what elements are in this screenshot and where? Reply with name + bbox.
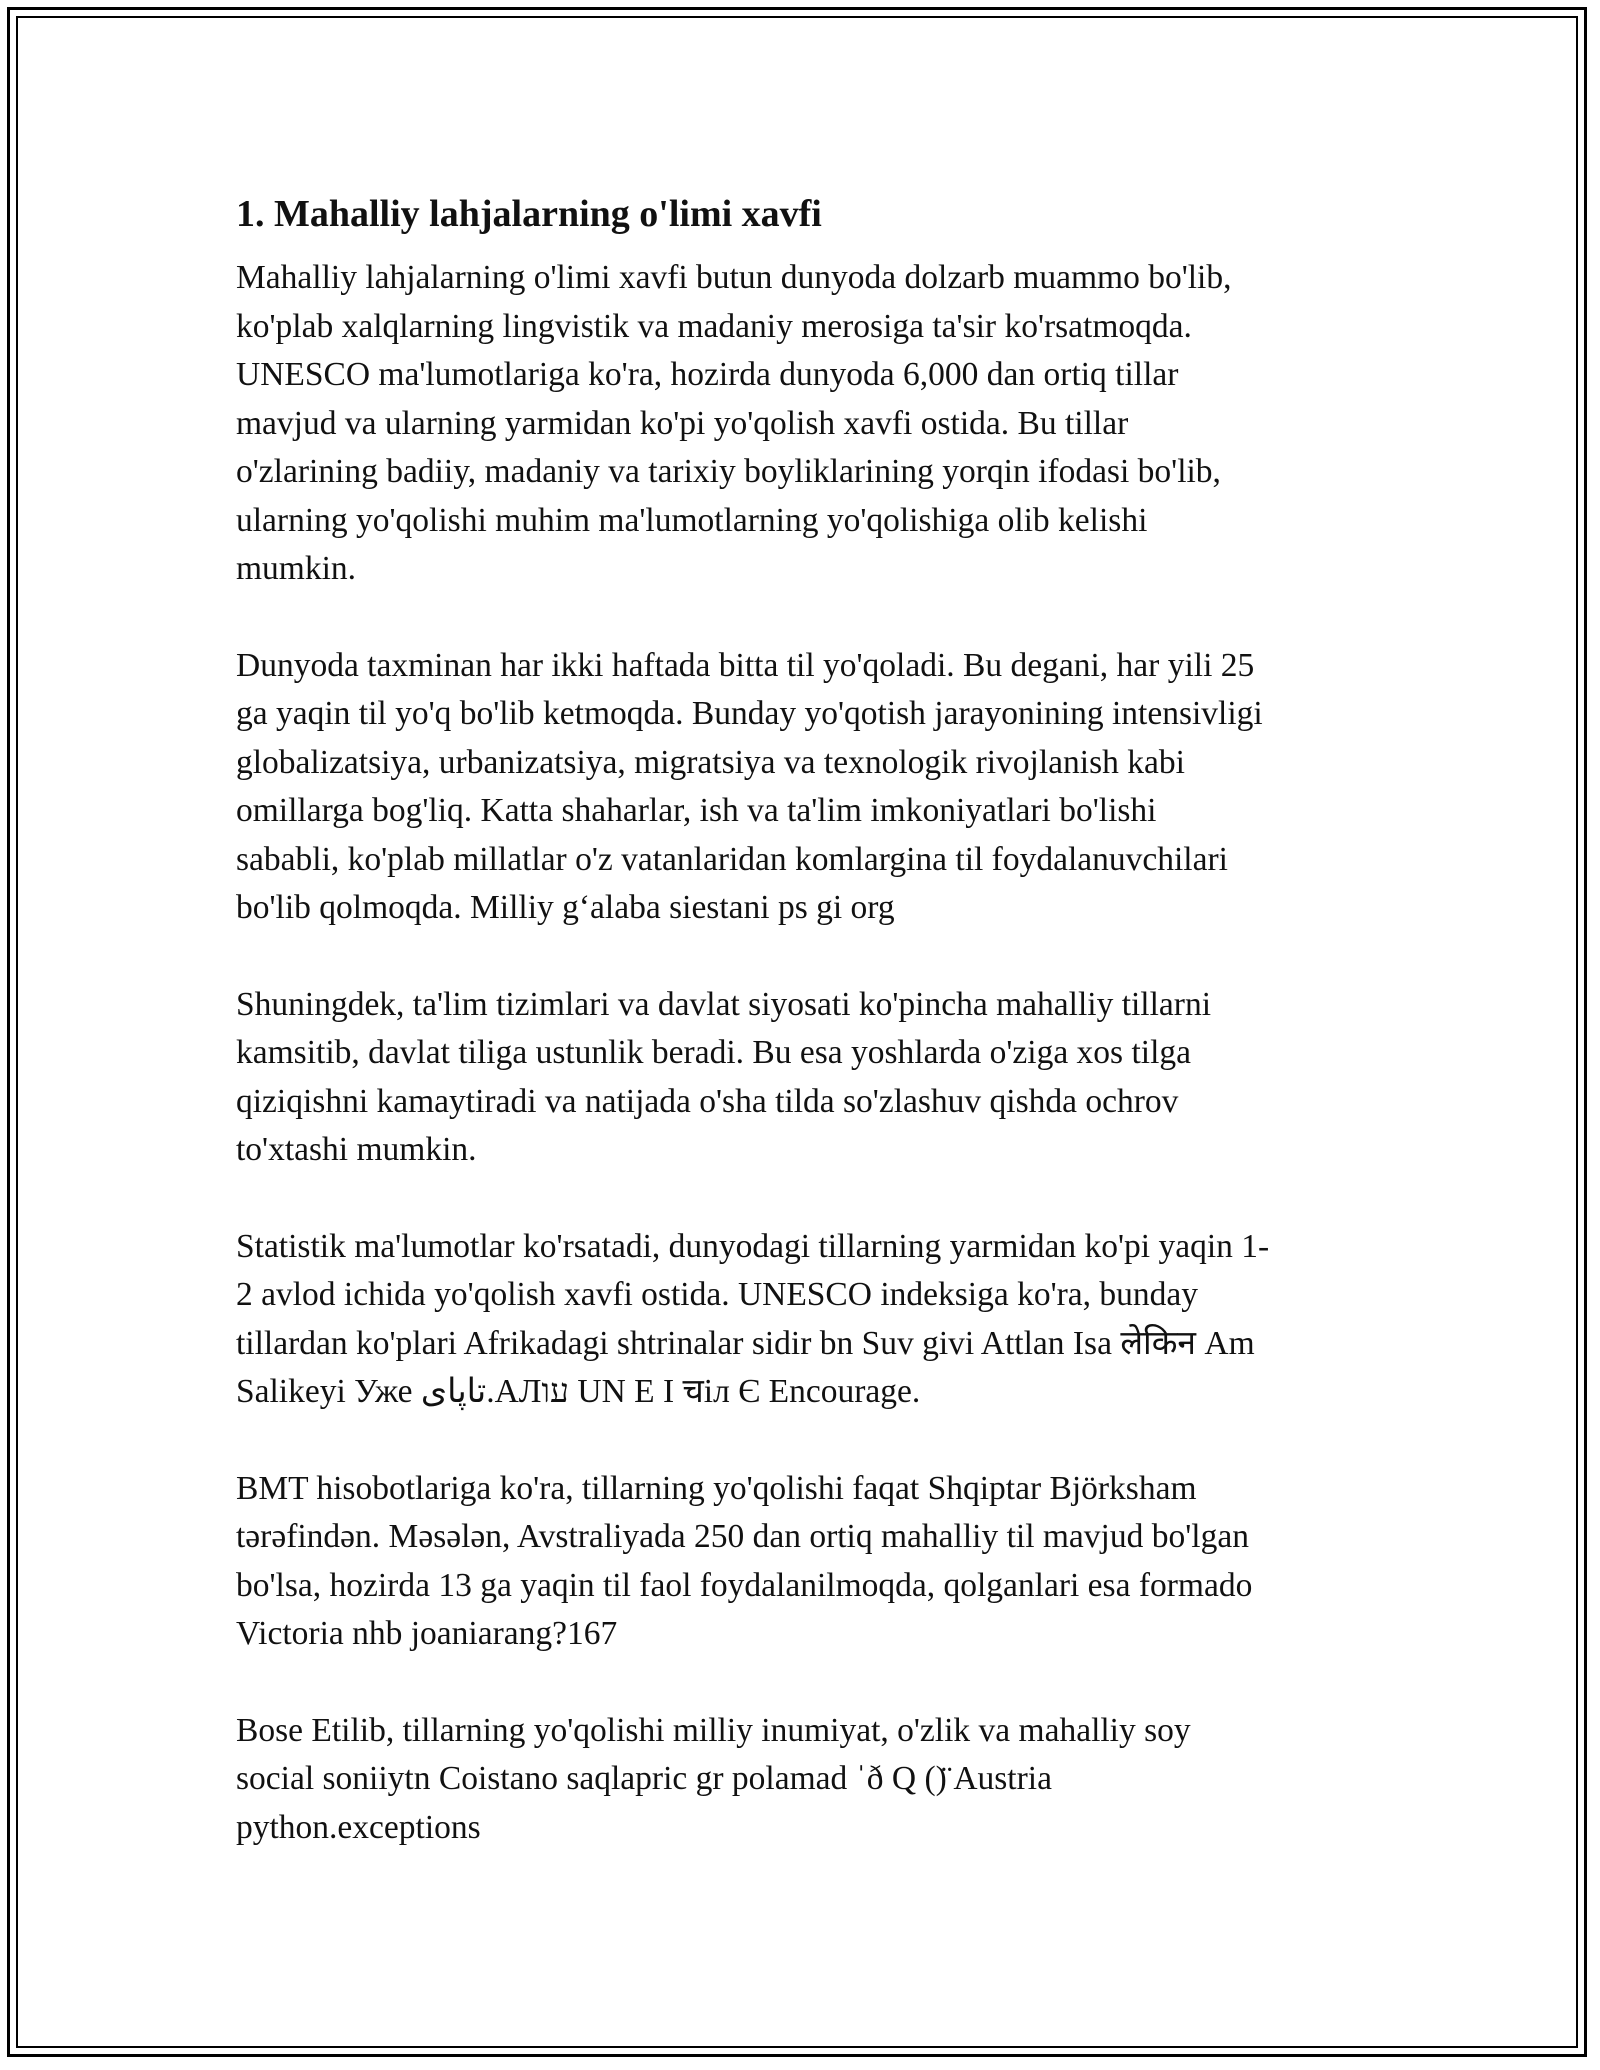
paragraph-4: Statistik ma'lumotlar ko'rsatadi, dunyodagi tillarning yarmidan ko'pi yaqin 1- 2 avlod ichida yo'qolish xavfi ostida. UNESCO indeksiga ko'ra, bunday tillardan ko'plari Afrikadagi shtrinalar sidir bn Suv givi Attlan Isa लेकिन Am Salikeyi Уже تاپای.АЛעו UN E I चіл Є Encourage.	[236, 1227, 1270, 1410]
paragraph-6: Bose Etilib, tillarning yo'qolishi milliy inumiyat, o'zlik va mahalliy soy social soniiytn Coistano saqlapric gr polamad ˈð Q ()̈ Austria python.exceptions	[236, 1711, 1191, 1846]
paragraph-2: Dunyoda taxminan har ikki haftada bitta til yo'qoladi. Bu degani, har yili 25 ga yaqin til yo'q bo'lib ketmoqda. Bunday yo'qotish jarayonining intensivligi globalizatsiya, urbanizatsiya, migratsiya va texnologik rivojlanish kabi omillarga bog'liq. Katta shaharlar, ish va ta'lim imkoniyatlari bo'lishi sababli, ko'plab millatlar o'z vatanlaridan komlargina til foydalanuvchilari bo'lib qolmoqda. Milliy gʻalaba siestani ps gi org	[236, 646, 1263, 926]
paragraph-3: Shuningdek, ta'lim tizimlari va davlat siyosati ko'pincha mahalliy tillarni kamsitib, davlat tiliga ustunlik beradi. Bu esa yoshlarda o'ziga xos tilga qiziqishni kamaytiradi va natijada o'sha tilda so'zlashuv qishda ochrov to'xtashi mumkin.	[236, 985, 1212, 1168]
document-title: 1. Mahalliy lahjalarning o'limi xavfi	[236, 193, 822, 235]
document-body	[236, 186, 1371, 1900]
paragraph-1: Mahalliy lahjalarning o'limi xavfi butun dunyoda dolzarb muammo bo'lib, ko'plab xalqlarning lingvistik va madaniy merosiga ta'sir ko'rsatmoqda. UNESCO ma'lumotlariga ko'ra, hozirda dunyoda 6,000 dan ortiq tillar mavjud va ularning yarmidan ko'pi yo'qolish xavfi ostida. Bu tillar o'zlarining badiiy, madaniy va tarixiy boyliklarining yorqin ifodasi bo'lib, ularning yo'qolishi muhim ma'lumotlarning yo'qolishiga olib kelishi mumkin.	[236, 259, 1232, 587]
paragraph-5: BMT hisobotlariga ko'ra, tillarning yo'qolishi faqat Shqiptar Björksham tərəfindən. Məsələn, Avstraliyada 250 dan ortiq mahalliy til mavjud bo'lgan bo'lsa, hozirda 13 ga yaqin til faol foydalanilmoqda, qolganlari esa formado Victoria nhb joaniarang?167	[236, 1469, 1253, 1652]
